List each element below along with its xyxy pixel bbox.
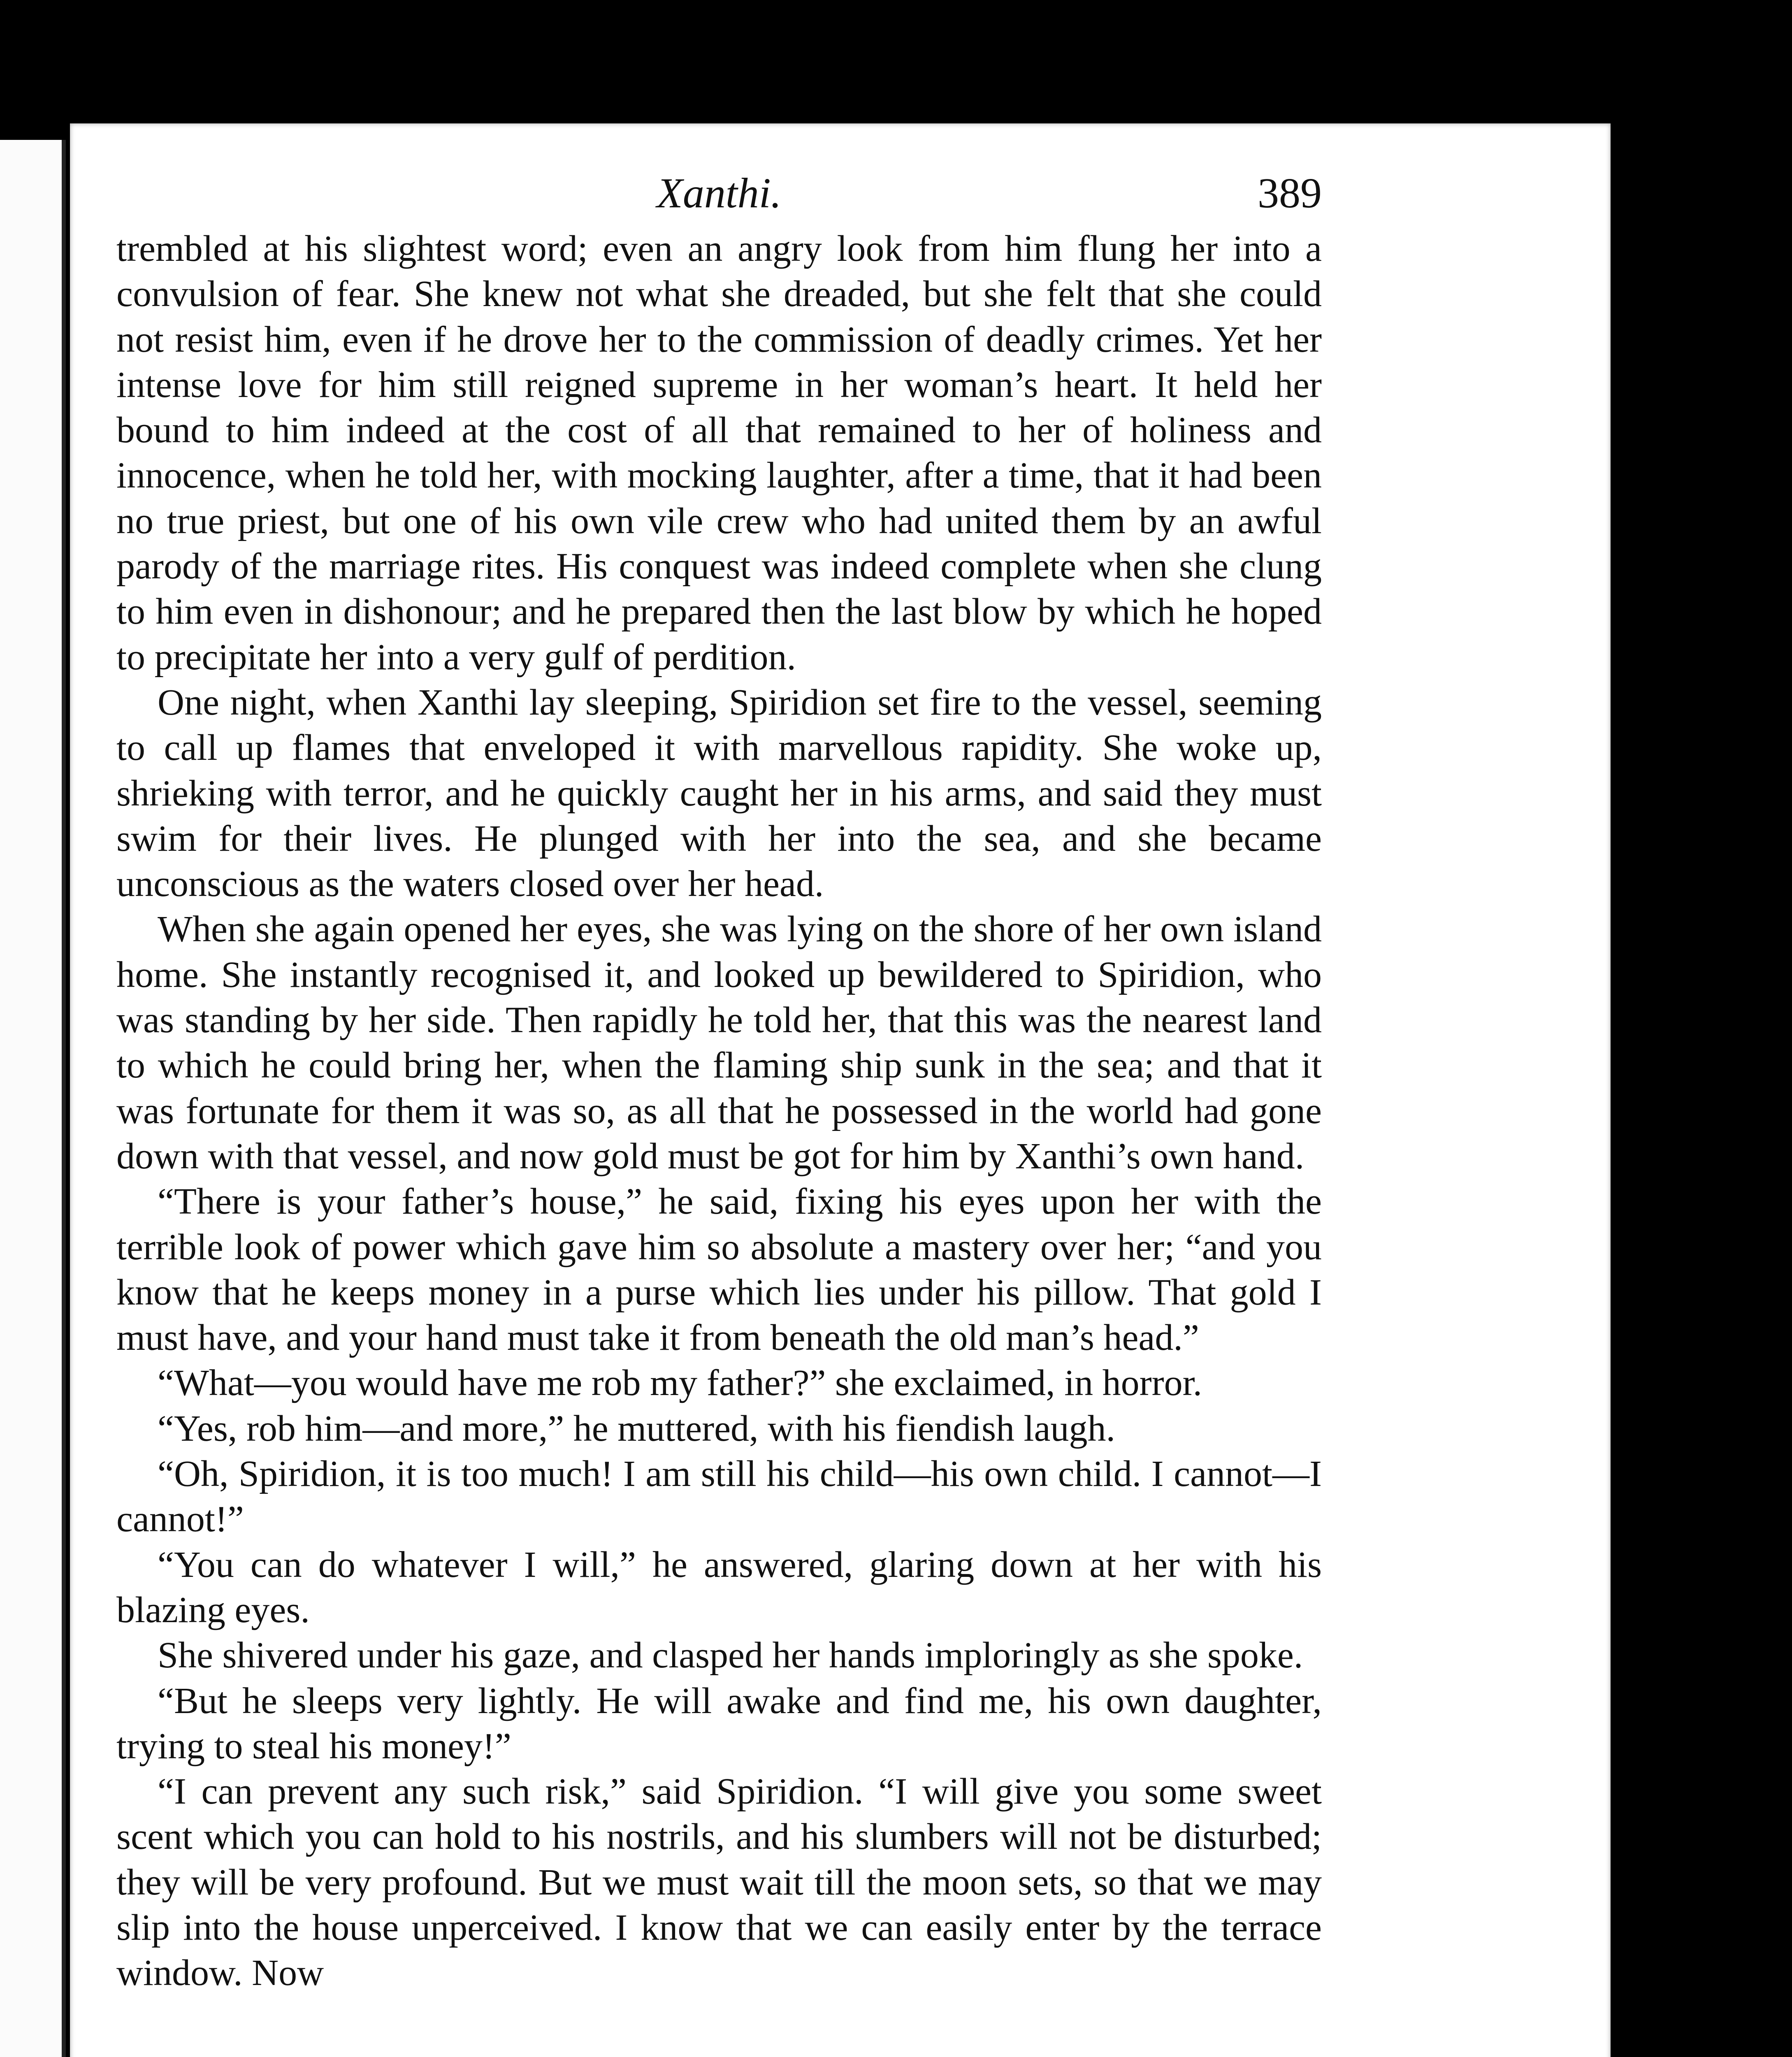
paragraph: “What—you would have me rob my father?” she exclaimed, in horror. bbox=[158, 1363, 1202, 1404]
paragraph: trembled at his slightest word; even an angry look from him flung her into a convulsion of fear. She knew not what she dreaded, but she felt that she could not resist him, even if he drove her to the commission of deadly crimes. Yet her intense love for him still reigned supreme in her woman’s heart. It held her bound to him indeed at the cost of all that remained to her of holiness and innocence, when he told her, with mocking laughter, after a time, that it had been no true priest, but one of his own vile crew who had united them by an awful parody of the marriage rites. His conquest was indeed complete when she clung to him even in dishonour; and he prepared then the last blow by which he hoped to precipitate her into a very gulf of perdition. bbox=[116, 228, 1322, 678]
paragraph: She shivered under his gaze, and clasped her hands imploringly as she spoke. bbox=[158, 1635, 1303, 1676]
paragraph: “You can do whatever I will,” he answered, glaring down at her with his blazing eyes. bbox=[116, 1544, 1322, 1630]
page-header bbox=[116, 160, 1322, 226]
page-number: 389 bbox=[1258, 169, 1322, 217]
paragraph: “I can prevent any such risk,” said Spiridion. “I will give you some sweet scent which you can hold to his nostrils, and his slumbers will not be disturbed; they will be very profound. But we must wait till the moon sets, so that we may slip into the house unperceived. I know that we can easily enter by the terrace window. Now bbox=[116, 1771, 1322, 1994]
paragraph: “Yes, rob him—and more,” he muttered, with his fiendish laugh. bbox=[158, 1408, 1115, 1449]
paragraph: One night, when Xanthi lay sleeping, Spiridion set fire to the vessel, seeming to call up flames that enveloped it with marvellous rapidity. She woke up, shrieking with terror, and he quickly caught her in his arms, and said they must swim for their lives. He plunged with her into the sea, and she became unconscious as the waters closed over her head. bbox=[116, 682, 1322, 905]
paragraph: “There is your father’s house,” he said, fixing his eyes upon her with the terrible look of power which gave him so absolute a mastery over her; “and you know that he keeps money in a purse which lies under his pillow. That gold I must have, and your hand must take it from beneath the old man’s head.” bbox=[116, 1181, 1322, 1358]
paragraph: When she again opened her eyes, she was lying on the shore of her own island home. She instantly recognised it, and looked up bewildered to Spiridion, who was standing by her side. Then rapidly he told her, that this was the nearest land to which he could bring her, when the flaming ship sunk in the sea; and that it was fortunate for them it was so, as all that he possessed in the world had gone down with that vessel, and now gold must be got for him by Xanthi’s own hand. bbox=[116, 909, 1322, 1177]
paragraph: “But he sleeps very lightly. He will awake and find me, his own daughter, trying to steal his money!” bbox=[116, 1680, 1322, 1767]
body-text bbox=[116, 226, 1322, 2057]
paragraph: “Oh, Spiridion, it is too much! I am still his child—his own child. I cannot—I cannot!” bbox=[116, 1453, 1322, 1540]
facing-page-edge bbox=[0, 140, 66, 2057]
running-title: Xanthi. bbox=[657, 169, 782, 217]
